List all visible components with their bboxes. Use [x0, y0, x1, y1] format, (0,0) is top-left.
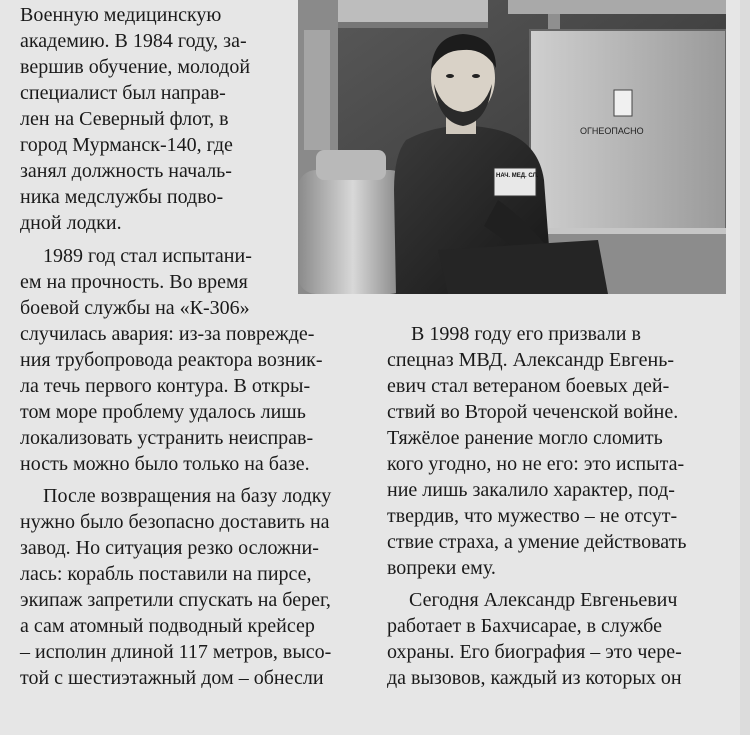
- text-line: 1989 год стал испытани-: [43, 245, 252, 267]
- photo-submarine-officer: [298, 0, 726, 294]
- text-line: ность можно было только на базе.: [20, 453, 310, 475]
- text-line: ем на прочность. Во время: [20, 271, 248, 293]
- text-line: лась: корабль поставили на пирсе,: [20, 563, 312, 585]
- text-line: В 1998 году его призвали в: [411, 323, 641, 345]
- text-line: вершив обучение, молодой: [20, 56, 251, 78]
- text-line: евич стал ветераном боевых дей-: [387, 375, 670, 397]
- text-line: дной лодки.: [20, 212, 122, 234]
- text-line: город Мурманск-140, где: [20, 134, 233, 156]
- text-line: локализовать устранить неисправ-: [20, 427, 314, 449]
- text-line: спецназ МВД. Александр Евгень-: [387, 349, 675, 371]
- text-line: Сегодня Александр Евгеньевич: [409, 589, 678, 611]
- text-line: ние лишь закалило характер, под-: [387, 479, 675, 501]
- text-line: специалист был направ-: [20, 82, 226, 104]
- text-line: той с шестиэтажный дом – обнесли: [20, 667, 324, 689]
- text-line: Военную медицинскую: [20, 4, 222, 26]
- text-line: ния трубопровода реактора возник-: [20, 349, 323, 371]
- text-line: том море проблему удалось лишь: [20, 401, 306, 423]
- text-line: случилась авария: из-за поврежде-: [20, 323, 315, 345]
- text-line: ника медслужбы подво-: [20, 186, 224, 208]
- text-line: ствие страха, а умение действовать: [387, 531, 687, 553]
- text-line: Тяжёлое ранение могло сломить: [387, 427, 663, 449]
- text-line: боевой службы на «К-306»: [20, 297, 250, 319]
- text-line: После возвращения на базу лодку: [43, 485, 332, 507]
- text-line: охраны. Его биография – это чере-: [387, 641, 682, 663]
- text-line: вопреки ему.: [387, 557, 496, 579]
- text-line: ствий во Второй чеченской войне.: [387, 401, 679, 423]
- text-line: а сам атомный подводный крейсер: [20, 615, 315, 637]
- photo-sign-text: ОГНЕОПАСНО: [580, 126, 644, 136]
- text-line: экипаж запретили спускать на берег,: [20, 589, 331, 611]
- text-line: нужно было безопасно доставить на: [20, 511, 330, 533]
- photo-patch-text: НАЧ. МЕД. СЛ.: [496, 173, 539, 179]
- text-line: твердив, что мужество – не отсут-: [387, 505, 678, 527]
- text-line: да вызовов, каждый из которых он: [387, 667, 682, 689]
- photo-illustration: [298, 0, 726, 294]
- text-line: лен на Северный флот, в: [20, 108, 229, 130]
- text-line: работает в Бахчисарае, в службе: [387, 615, 662, 637]
- text-line: ла течь первого контура. В откры-: [20, 375, 311, 397]
- text-line: завод. Но ситуация резко осложни-: [20, 537, 319, 559]
- text-line: кого угодно, но не его: это испыта-: [387, 453, 685, 475]
- text-line: занял должность началь-: [20, 160, 232, 182]
- text-line: академию. В 1984 году, за-: [20, 30, 247, 52]
- page-edge: [740, 0, 750, 735]
- text-line: – исполин длиной 117 метров, высо-: [20, 641, 332, 663]
